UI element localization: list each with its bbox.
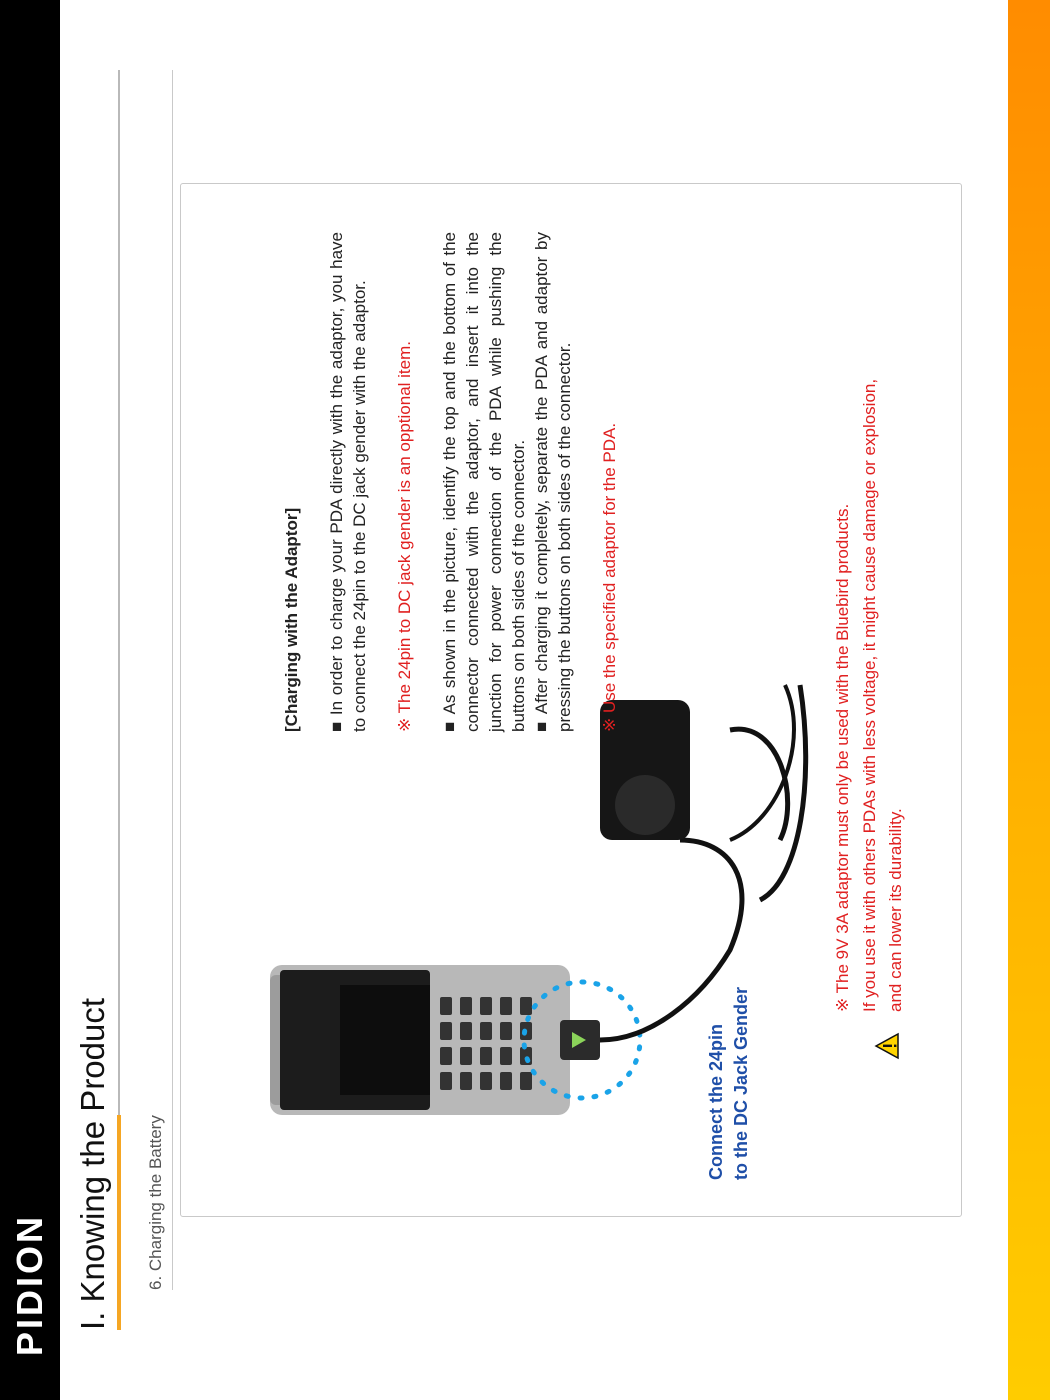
optional-item-note: ※ The 24pin to DC jack gender is an opptional item. (395, 341, 414, 732)
specified-adaptor-note: ※ Use the specified adaptor for the PDA. (600, 422, 619, 732)
brand-logo: PIDION (9, 1214, 50, 1357)
warning-line-2: If you use it with others PDAs with less voltage, it might cause damage or explosion, (860, 378, 879, 1012)
title-accent-bar (117, 1115, 121, 1330)
instructions-para-2: ■ As shown in the picture, identify the top and the bottom of the connector connected with the adaptor, and insert it into the junction for power connection of the PDA while pushing the buttons on both sides of the connector. (440, 232, 528, 732)
callout-line-1: Connect the 24pin (706, 1023, 726, 1180)
instructions-para-3: ■ After charging it completely, separate the PDA and adaptor by pressing the buttons on both sides of the connector. (532, 232, 574, 732)
warning-line-3: and can lower its durability. (886, 808, 905, 1012)
top-black-bar (0, 0, 60, 1400)
instructions-para-1: ■ In order to charge your PDA directly with the adaptor, you have to connect the 24pin to the DC jack gender with the adaptor. (327, 232, 369, 732)
callout-line-2: to the DC Jack Gender (731, 986, 751, 1180)
subsection-divider (172, 70, 173, 1290)
warning-line-1: ※ The 9V 3A adaptor must only be used with the Bluebird products. (833, 503, 852, 1012)
instructions-panel (280, 232, 643, 732)
instructions-heading: [Charging with the Adaptor] (282, 507, 301, 732)
bottom-orange-bar (1008, 0, 1050, 1400)
section-title: I. Knowing the Product (74, 997, 111, 1330)
subsection-title: 6. Charging the Battery (146, 1115, 165, 1290)
connector-callout (704, 920, 754, 1180)
pda-device-illustration (270, 965, 570, 1115)
warning-triangle-icon (874, 1032, 900, 1060)
